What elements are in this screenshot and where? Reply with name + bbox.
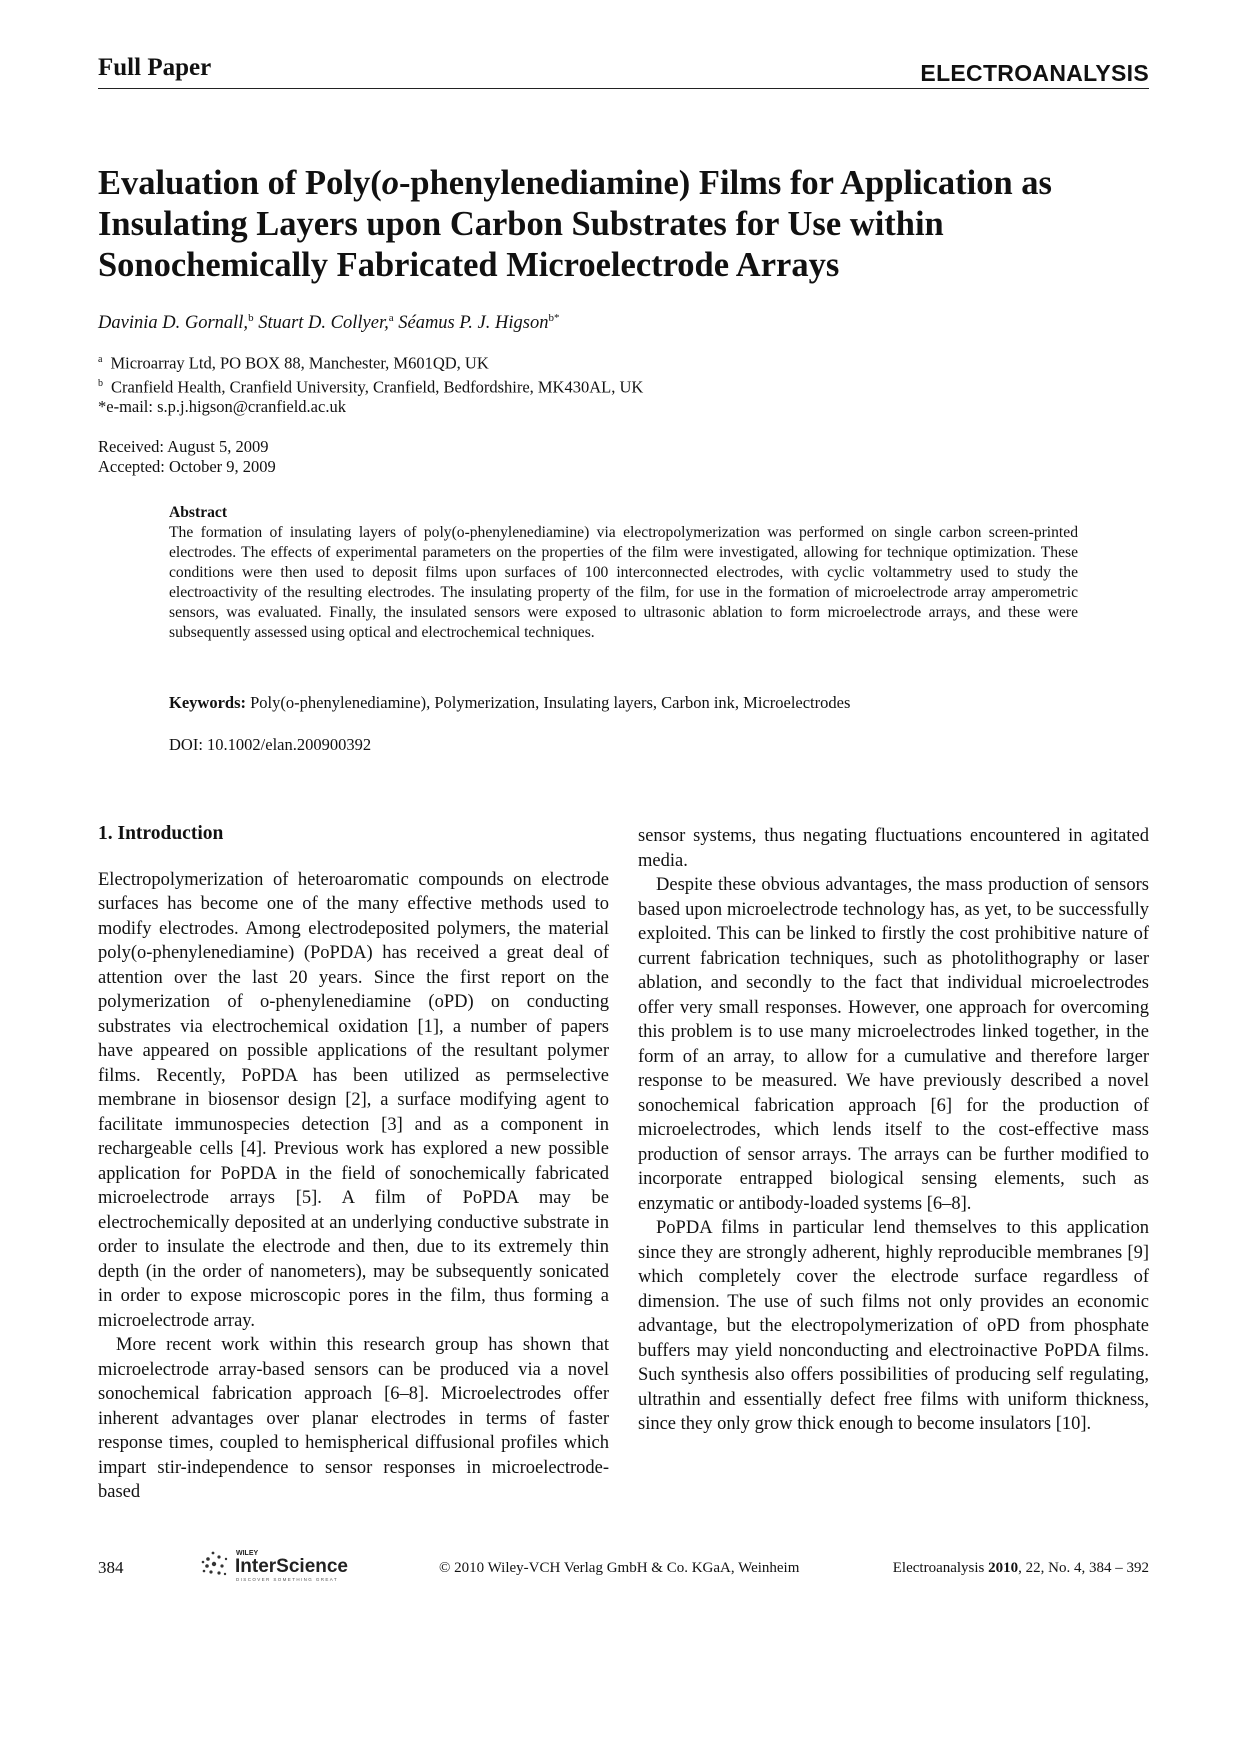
logo-tagline-text: DISCOVER SOMETHING GREAT	[236, 1577, 339, 1582]
title-line-1	[98, 163, 1158, 204]
page-footer	[98, 1550, 1149, 1598]
intro-paragraph-4: PoPDA films in particular lend themselves to this application since they are strongly adherent, highly reproducible membranes [9] which completely cover the electrode surface regardless of dimension. The use of such films not only provides an economic advantage, but the electropolymerization of oPD from phosphate buffers may yield nonconducting and electroinactive PoPDA films. Such synthesis also offers possibilities of producing self regulating, ultrathin and essentially defect free films with uniform thickness, since they only grow thick enough to become insulators [10].	[638, 1218, 1149, 1434]
title-line-2: Insulating Layers upon Carbon Substrates for Use within	[98, 205, 944, 243]
author-1-affiliation-mark: b	[248, 312, 254, 324]
author-3: Séamus P. J. Higson	[398, 313, 549, 334]
article-dates	[98, 437, 276, 477]
running-header-journal: ELECTROANALYSIS	[920, 60, 1149, 86]
title-line-3: Sonochemically Fabricated Microelectrode Arrays	[98, 246, 840, 284]
header-rule	[98, 88, 1149, 89]
author-list	[98, 312, 559, 334]
page-number: 384	[98, 1558, 124, 1577]
doi: DOI: 10.1002/elan.200900392	[169, 735, 372, 754]
title-line-1-end: -phenylenediamine) Films for Application as	[398, 164, 1052, 202]
section-heading-introduction: 1. Introduction	[98, 823, 224, 844]
corresponding-email: *e-mail: s.p.j.higson@cranfield.ac.uk	[98, 397, 346, 416]
logo-wiley-text: WILEY	[236, 1550, 259, 1557]
accepted-date: Accepted: October 9, 2009	[98, 457, 276, 476]
affiliation-b	[98, 374, 643, 398]
citation-journal: Electroanalysis	[892, 1560, 985, 1576]
citation-volume-pages: , 22, No. 4, 384 – 392	[1018, 1560, 1149, 1576]
copyright-notice: © 2010 Wiley-VCH Verlag GmbH & Co. KGaA, Weinheim	[439, 1560, 800, 1576]
intro-paragraph-1: Electropolymerization of heteroaromatic compounds on electrode surfaces has become one of the many effective methods used to modify electrodes. Among electrodeposited polymers, the material poly(o-phenylenediamine) (PoPDA) has received a great deal of attention over the last 20 years. Since the first report on the polymerization of o-phenylenediamine (oPD) on conducting substrates via electrochemical oxidation [1], a number of papers have appeared on possible applications of the resultant polymer films. Recently, PoPDA has been utilized as permselective membrane in biosensor design [2], a surface modifying agent to facilitate immunospecies detection [3] and as a component in rechargeable cells [4]. Previous work has explored a new possible application for PoPDA in the field of sonochemically fabricated microelectrode arrays [5]. A film of PoPDA may be electrochemically deposited at an underlying conductive substrate in order to insulate the electrode and then, due to its extremely thin depth (in the order of nanometers), may be subsequently sonicated in order to expose microscopic pores in the film, thus forming a microelectrode array.	[98, 869, 609, 1331]
author-1: Davinia D. Gornall,	[98, 313, 249, 334]
logo-swirl-icon	[202, 1552, 228, 1576]
received-date: Received: August 5, 2009	[98, 437, 269, 456]
intro-paragraph-2: More recent work within this research group has shown that microelectrode array-based sensors can be produced via a novel sonochemical fabrication approach [6–8]. Microelectrodes offer inherent advantages over planar electrodes in terms of faster response times, coupled to hemispherical diffusional profiles which impart stir-independence to sensor responses in microelectrode-based	[98, 1335, 609, 1502]
running-header-left: Full Paper	[98, 54, 212, 81]
citation-year: 2010	[988, 1560, 1019, 1576]
left-column	[98, 822, 609, 1505]
keywords	[169, 693, 850, 713]
logo-interscience-text: InterScience	[235, 1556, 348, 1577]
affiliation-a-mark: a	[98, 354, 103, 365]
author-2: Stuart D. Collyer,	[258, 313, 389, 334]
article-title	[98, 163, 1158, 286]
affiliation-a	[98, 350, 643, 374]
intro-paragraph-2-continued: sensor systems, thus negating fluctuations encountered in agitated media.	[638, 826, 1149, 871]
abstract-heading: Abstract	[169, 504, 228, 521]
affiliation-a-text: Microarray Ltd, PO BOX 88, Manchester, M601QD, UK	[110, 353, 489, 373]
abstract	[169, 503, 1078, 643]
author-2-affiliation-mark: a	[388, 312, 394, 324]
keywords-text: Poly(o-phenylenediamine), Polymerization, Insulating layers, Carbon ink, Microelectrodes	[250, 693, 851, 712]
right-column	[638, 824, 1149, 1437]
abstract-text: The formation of insulating layers of poly(o-phenylenediamine) via electropolymerization was performed on single carbon screen-printed electrodes. The effects of experimental parameters on the properties of the film were investigated, allowing for technique optimization. These conditions were then used to deposit films upon surfaces of 100 interconnected electrodes, with cyclic voltammetry used to study the electroactivity of the resulting electrodes. The insulating property of the film, for use in the formation of microelectrode array amperometric sensors, was evaluated. Finally, the insulated sensors were exposed to ultrasonic ablation to form microelectrode arrays, and these were subsequently assessed using optical and electrochemical techniques.	[169, 524, 1078, 641]
author-3-affiliation-mark: b*	[548, 312, 560, 324]
affiliations	[98, 350, 643, 417]
keywords-label: Keywords:	[169, 693, 246, 712]
affiliation-b-mark: b	[98, 377, 103, 389]
title-line-1-italic: o	[381, 164, 399, 202]
intro-paragraph-3: Despite these obvious advantages, the mass production of sensors based upon microelectrode technology has, as yet, to be successfully exploited. This can be linked to firstly the cost prohibitive nature of current fabrication techniques, such as photolithography or laser ablation, and secondly to the fact that individual microelectrodes offer very small responses. However, one approach for overcoming this problem is to use many microelectrodes linked together, in the form of an array, to allow for a cumulative and therefore larger response to be measured. We have previously described a novel sonochemical fabrication approach [6] for the production of microelectrodes, which lends itself to the cost-effective mass production of sensor arrays. The arrays can be further modified to incorporate entrapped biological sensing elements, such as enzymatic or antibody-loaded systems [6–8].	[638, 875, 1149, 1214]
journal-citation	[893, 1560, 1149, 1577]
title-line-1-start: Evaluation of Poly(	[98, 164, 382, 202]
wiley-interscience-logo	[198, 1544, 398, 1584]
affiliation-b-text: Cranfield Health, Cranfield University, Cranfield, Bedfordshire, MK430AL, UK	[111, 377, 644, 396]
